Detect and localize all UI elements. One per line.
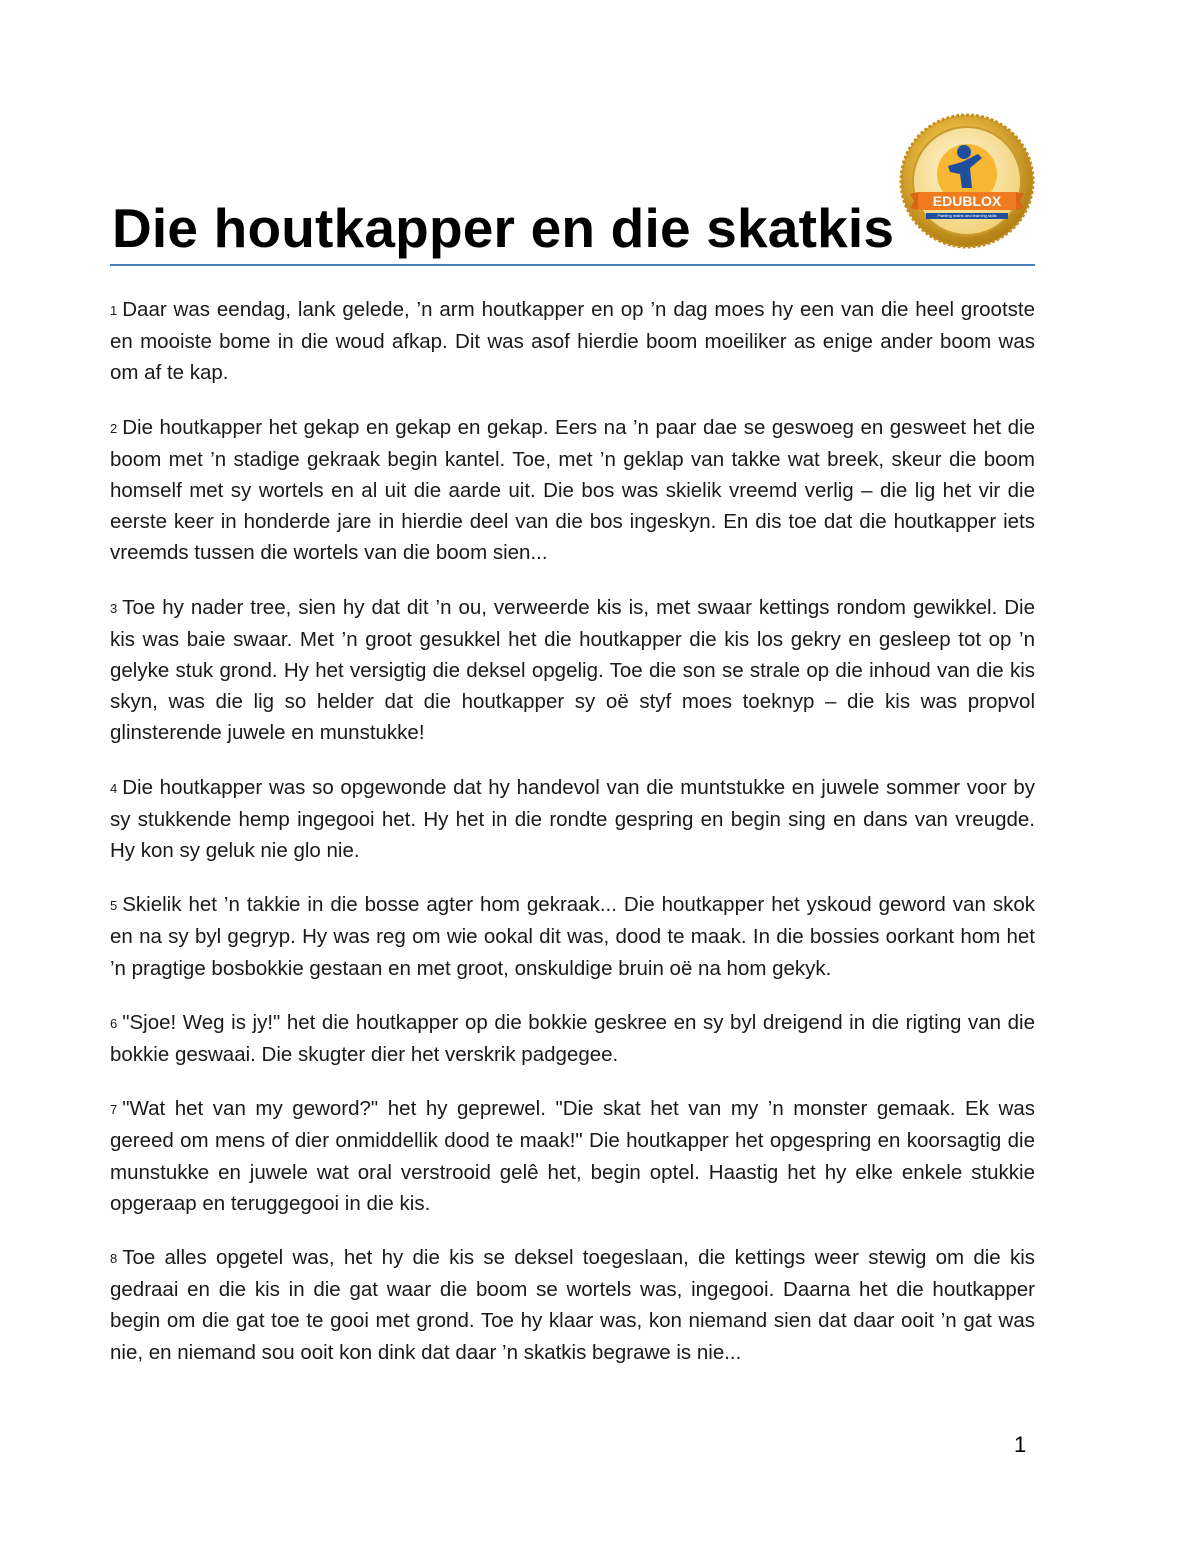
paragraph-text: Daar was eendag, lank gelede, ’n arm houtkapper en op ’n dag moes hy een van die heel grootste en mooiste bome in die woud afkap. Dit was asof hierdie boom moeiliker as enige ander boom was om af te kap. (110, 298, 1035, 385)
paragraph-5 (110, 889, 1035, 984)
paragraph-text: Toe hy nader tree, sien hy dat dit ’n ou, verweerde kis is, met swaar kettings rondom gewikkel. Die kis was baie swaar. Met ’n groot gesukkel het die houtkapper die kis los gekry en gesleep tot op ’n gelyke stuk grond. Hy het versigtig die deksel opgelig. Toe die son se strale op die inhoud van die kis skyn, was die lig so helder dat die houtkapper sy oë styf moes toeknyp – die kis was propvol glinsterende juwele en munstukke! (110, 595, 1035, 745)
page-number: 1 (1014, 1432, 1027, 1457)
edublox-logo (898, 112, 1036, 250)
paragraph-7 (110, 1093, 1035, 1219)
page-title: Die houtkapper en die skatkis (112, 197, 895, 259)
paragraph-number: 5 (110, 898, 118, 914)
paragraph-number: 1 (110, 303, 118, 318)
paragraph-6 (110, 1007, 1035, 1070)
logo-tagline-text: Planting maths and learning skills (937, 213, 997, 218)
paragraph-2 (110, 412, 1035, 569)
paragraph-number: 3 (110, 600, 118, 616)
paragraph-1 (110, 294, 1035, 389)
paragraph-text: Die houtkapper het gekap en gekap en gekap. Eers na ’n paar dae se geswoeg en gesweet het die boom met ’n stadige gekraak begin kantel. Toe, met ’n geklap van takke wat breek, skeur die boom homself met sy wortels en al uit die aarde uit. Die bos was skielik vreemd verlig – die lig het vir die eerste keer in honderde jare in hierdie deel van die bos ingeskyn. En dis toe dat die houtkapper iets vreemds tussen die wortels van die boom sien... (110, 415, 1035, 565)
paragraph-text: Toe alles opgetel was, het hy die kis se deksel toegeslaan, die kettings weer stewig om die kis gedraai en die kis in die gat waar die boom se wortels was, ingegooi. Daarna het die houtkapper begin om die gat toe te gooi met grond. Toe hy klaar was, kon niemand sien dat daar ooit ’n gat was nie, en niemand sou ooit kon dink dat daar ’n skatkis begrawe is nie... (110, 1246, 1035, 1364)
paragraph-text: Die houtkapper was so opgewonde dat hy handevol van die muntstukke en juwele sommer voor by sy stukkende hemp ingegooi het. Hy het in die rondte gespring en begin sing en dans van vreugde. Hy kon sy geluk nie glo nie. (110, 775, 1035, 863)
logo-brand-text: EDUBLOX (932, 193, 1002, 209)
story-body (110, 294, 1035, 1391)
title-underline (110, 264, 1035, 266)
paragraph-text: Skielik het ’n takkie in die bosse agter hom gekraak... Die houtkapper het yskoud geword van skok en na sy byl gegryp. Hy was reg om wie ookal dit was, dood te maak. In die bossies oorkant hom het ’n pragtige bosbokkie gestaan en met groot, onskuldige bruin oë na hom gekyk. (110, 893, 1035, 980)
paragraph-number: 4 (110, 780, 118, 796)
paragraph-4 (110, 772, 1035, 867)
paragraph-text: "Wat het van my geword?" het hy geprewel. "Die skat het van my ’n monster gemaak. Ek was gereed om mens of dier onmiddellik dood te maak!" Die houtkapper het opgespring en koorsagtig die munstukke en juwele wat oral verstrooid gelê het, begin optel. Haastig het hy elke enkele stukkie opgeraap en teruggegooi in die kis. (110, 1097, 1035, 1215)
paragraph-number: 7 (110, 1102, 118, 1118)
paragraph-number: 6 (110, 1015, 118, 1031)
paragraph-number: 2 (110, 420, 118, 436)
paragraph-8 (110, 1242, 1035, 1368)
paragraph-text: "Sjoe! Weg is jy!" het die houtkapper op die bokkie geskree en sy byl dreigend in die rigting van die bokkie geswaai. Die skugter dier het verskrik padgegee. (110, 1010, 1035, 1067)
paragraph-3 (110, 592, 1035, 749)
paragraph-number: 8 (110, 1251, 118, 1267)
